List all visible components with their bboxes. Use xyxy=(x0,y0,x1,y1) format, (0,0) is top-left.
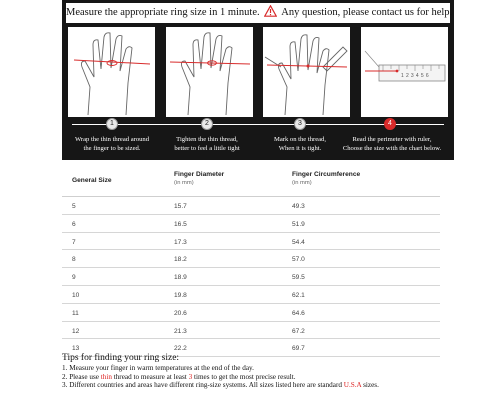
warning-icon xyxy=(264,5,277,25)
size-cell: 8 xyxy=(72,256,76,264)
step-1-caption xyxy=(62,135,162,153)
header-finger-circumference xyxy=(292,171,360,186)
size-cell: 6 xyxy=(72,220,76,228)
diameter-cell: 18.9 xyxy=(174,274,187,282)
step-1-caption-line2: the finger to be sized. xyxy=(83,145,141,152)
size-cell: 7 xyxy=(72,238,76,246)
header-circumference-unit: (in mm) xyxy=(292,180,312,186)
banner-text-before: Measure the appropriate ring size in 1 minute. xyxy=(66,7,260,18)
circumference-cell: 64.6 xyxy=(292,309,305,317)
diameter-cell: 17.3 xyxy=(174,238,187,246)
tip-2-text: times to get the most precise result. xyxy=(192,372,296,381)
instruction-banner xyxy=(66,3,453,23)
circumference-cell: 69.7 xyxy=(292,345,305,353)
diameter-cell: 22.2 xyxy=(174,345,187,353)
circumference-cell: 57.0 xyxy=(292,256,305,264)
step-4-caption-line1: Read the perimeter with ruler, xyxy=(352,136,432,143)
tip-2-highlight-thin: thin xyxy=(100,372,112,381)
ruler-digits: 1 2 3 4 5 6 xyxy=(400,73,429,79)
tip-2-text: 2. Please use xyxy=(62,372,101,381)
tip-3-highlight-usa: U.S.A xyxy=(343,381,362,390)
size-cell: 13 xyxy=(72,345,80,353)
size-cell: 10 xyxy=(72,291,80,299)
diameter-cell: 21.3 xyxy=(174,327,187,335)
table-row xyxy=(62,286,440,304)
step-1-illustration xyxy=(68,27,155,117)
table-row xyxy=(62,322,440,340)
step-1-marker: 1 xyxy=(106,118,118,130)
step-4-caption-line2: Choose the size with the chart below. xyxy=(342,145,442,152)
step-3-caption-line2: When it is tight. xyxy=(278,145,322,152)
circumference-cell: 54.4 xyxy=(292,238,305,246)
ring-size-table xyxy=(62,163,440,357)
ruler-icon xyxy=(361,27,448,117)
banner-text-after: Any question, please contact us for help. xyxy=(281,7,453,18)
diameter-cell: 16.5 xyxy=(174,220,187,228)
step-2-caption-line2: better to feel a little tight xyxy=(174,145,240,152)
diameter-cell: 20.6 xyxy=(174,309,187,317)
table-body xyxy=(62,197,440,357)
circumference-cell: 59.5 xyxy=(292,274,305,282)
size-cell: 12 xyxy=(72,327,80,335)
step-2-illustration xyxy=(166,27,253,117)
circumference-cell: 67.2 xyxy=(292,327,305,335)
size-cell: 11 xyxy=(72,309,79,317)
diameter-cell: 19.8 xyxy=(174,291,187,299)
circumference-cell: 49.3 xyxy=(292,203,305,210)
header-general-size xyxy=(72,177,112,184)
table-header xyxy=(62,163,440,197)
size-cell: 9 xyxy=(72,274,76,282)
tips-title: Tips for finding your ring size: xyxy=(62,353,180,363)
hand-icon xyxy=(166,27,253,117)
hand-with-pen-icon xyxy=(263,27,350,117)
hand-icon xyxy=(68,27,155,117)
table-row xyxy=(62,197,440,215)
step-3-caption-line1: Mark on the thread, xyxy=(274,136,326,143)
tip-3-text: sizes. xyxy=(361,381,379,390)
step-3-illustration xyxy=(263,27,350,117)
table-row xyxy=(62,268,440,286)
table-row xyxy=(62,215,440,233)
circumference-cell: 51.9 xyxy=(292,220,305,228)
tips-section xyxy=(62,353,492,390)
header-diameter-unit: (in mm) xyxy=(174,180,194,186)
step-2-marker: 2 xyxy=(201,118,213,130)
tip-3-text: 3. Different countries and areas have different ring-size systems. All sizes listed here are standard xyxy=(62,381,344,390)
tip-3 xyxy=(62,381,492,390)
header-finger-diameter xyxy=(174,171,224,186)
diameter-cell: 15.7 xyxy=(174,203,187,210)
step-3-marker: 3 xyxy=(294,118,306,130)
diameter-cell: 18.2 xyxy=(174,256,187,264)
step-4-caption xyxy=(332,135,452,153)
circumference-cell: 62.1 xyxy=(292,291,305,299)
table-row xyxy=(62,250,440,268)
step-4-marker: 4 xyxy=(384,118,396,130)
header-size-label: General Size xyxy=(72,177,112,184)
step-2-caption-line1: Tighten the thin thread, xyxy=(176,136,238,143)
size-cell: 5 xyxy=(72,203,76,210)
header-circumference-label: Finger Circumference xyxy=(292,171,361,178)
step-4-illustration xyxy=(361,27,448,117)
step-1-caption-line1: Wrap the thin thread around xyxy=(74,136,150,143)
tip-1: 1. Measure your finger in warm temperatures at the end of the day. xyxy=(62,364,254,372)
header-diameter-label: Finger Diameter xyxy=(174,171,225,178)
table-row xyxy=(62,233,440,251)
tip-2-text: thread to measure at least xyxy=(111,372,189,381)
table-row xyxy=(62,304,440,322)
step-2-caption xyxy=(157,135,257,153)
tip-2 xyxy=(62,373,492,382)
instruction-panels xyxy=(68,27,448,117)
tip-2-highlight-count: 3 xyxy=(188,372,193,381)
